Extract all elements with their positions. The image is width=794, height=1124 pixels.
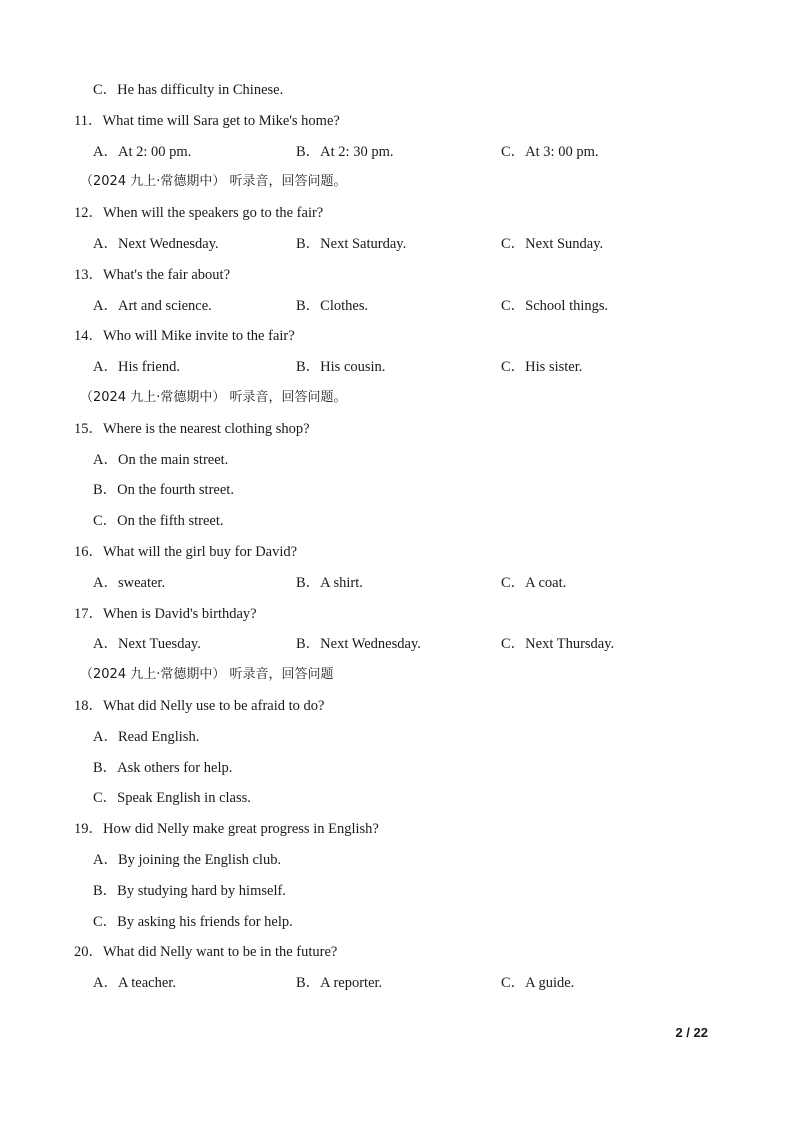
source-note-row <box>0 664 794 686</box>
answer-option: A．Next Tuesday. <box>93 636 201 653</box>
options-row <box>0 849 794 871</box>
options-row <box>0 633 794 655</box>
options-row <box>0 880 794 902</box>
answer-option: C．Next Thursday. <box>501 636 615 653</box>
answer-option: B．Next Saturday. <box>296 236 407 252</box>
question-text: 19．How did Nelly make great progress in English? <box>74 821 379 838</box>
question-text: 18．What did Nelly use to be afraid to do? <box>74 698 325 714</box>
question-row <box>0 325 794 347</box>
question-text: 15．Where is the nearest clothing shop? <box>74 420 310 437</box>
options-row <box>0 787 794 809</box>
answer-option: C．A guide. <box>501 975 575 992</box>
question-text: 16．What will the girl buy for David? <box>74 544 298 560</box>
answer-option: B．Ask others for help. <box>93 759 233 776</box>
answer-option: B．A reporter. <box>296 975 383 992</box>
question-text: 14．Who will Mike invite to the fair? <box>74 328 295 345</box>
options-row <box>0 510 794 532</box>
question-row <box>0 541 794 563</box>
source-note: （2024 九上·常德期中） 听录音，回答问题 <box>80 667 334 683</box>
question-text: 17．When is David's birthday? <box>74 605 257 622</box>
question-row <box>0 941 794 963</box>
answer-option: A．Art and science. <box>93 297 212 314</box>
answer-option: B．By studying hard by himself. <box>93 882 286 899</box>
options-row <box>0 572 794 594</box>
answer-option: A．His friend. <box>93 359 180 376</box>
answer-option: A．At 2: 00 pm. <box>93 143 192 160</box>
answer-option: C．At 3: 00 pm. <box>501 143 599 160</box>
answer-option: C．On the fifth street. <box>93 513 224 530</box>
answer-option: A．On the main street. <box>93 451 229 468</box>
options-row <box>0 726 794 748</box>
question-row <box>0 603 794 625</box>
options-row <box>0 972 794 994</box>
answer-option: B．On the fourth street. <box>93 482 234 499</box>
source-note-row <box>0 387 794 409</box>
answer-option: B．His cousin. <box>296 359 386 376</box>
question-text: 12．When will the speakers go to the fair? <box>74 205 324 222</box>
question-text: 13．What's the fair about? <box>74 266 231 283</box>
options-row <box>0 79 794 101</box>
options-row <box>0 757 794 779</box>
options-row <box>0 449 794 471</box>
answer-option: A．Read English. <box>93 728 200 745</box>
options-row <box>0 233 794 255</box>
source-note: （2024 九上·常德期中） 听录音，回答问题。 <box>80 390 347 405</box>
answer-option: C．His sister. <box>501 359 583 376</box>
answer-option: B．A shirt. <box>296 574 363 591</box>
source-note: （2024 九上·常德期中） 听录音，回答问题。 <box>80 174 347 190</box>
answer-option: A．sweater. <box>93 574 166 591</box>
source-note-row <box>0 171 794 193</box>
answer-option: B．At 2: 30 pm. <box>296 143 394 160</box>
question-text: 11．What time will Sara get to Mike's home? <box>74 112 340 129</box>
answer-option: A．Next Wednesday. <box>93 236 219 252</box>
answer-option: B．Clothes. <box>296 297 369 314</box>
options-row <box>0 295 794 317</box>
answer-option: A．A teacher. <box>93 975 176 992</box>
answer-option: C．By asking his friends for help. <box>93 913 293 930</box>
question-row <box>0 418 794 440</box>
answer-option: C．School things. <box>501 297 609 314</box>
answer-option: C．Speak English in class. <box>93 790 251 807</box>
question-text: 20．What did Nelly want to be in the future? <box>74 944 338 961</box>
options-row <box>0 911 794 933</box>
answer-option: C．Next Sunday. <box>501 236 604 252</box>
options-row <box>0 141 794 163</box>
question-row <box>0 110 794 132</box>
question-row <box>0 818 794 840</box>
answer-option: B．Next Wednesday. <box>296 636 421 653</box>
page-number: 2 / 22 <box>675 1025 708 1040</box>
question-row <box>0 202 794 224</box>
answer-option: C．A coat. <box>501 574 567 591</box>
options-row <box>0 356 794 378</box>
answer-option: A．By joining the English club. <box>93 852 282 868</box>
question-row <box>0 264 794 286</box>
question-row <box>0 695 794 717</box>
options-row <box>0 479 794 501</box>
answer-option: C．He has difficulty in Chinese. <box>93 82 284 98</box>
